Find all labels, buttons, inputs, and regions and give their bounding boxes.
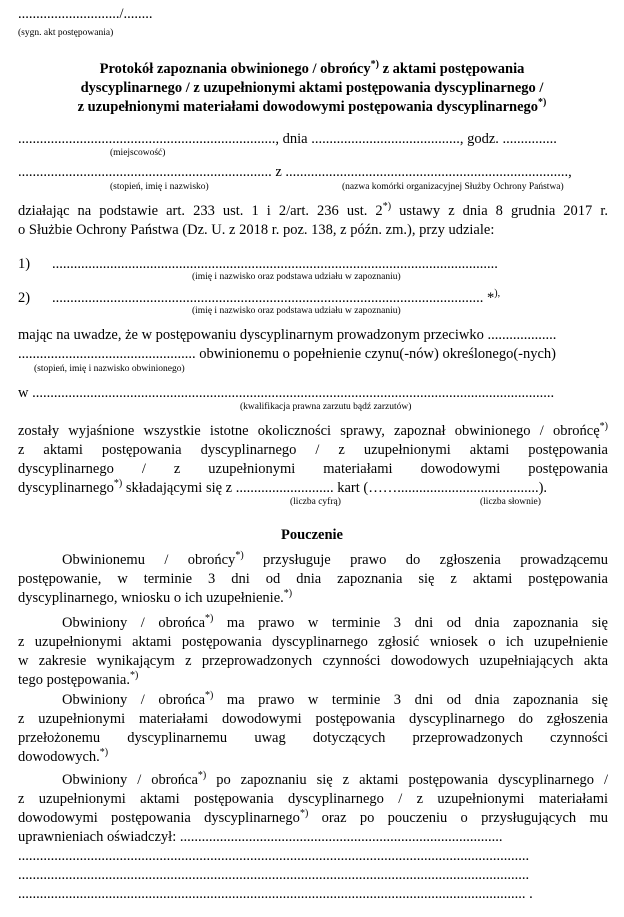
proceedings-line7-text-b: składającymi się z ........................... kart (…….......................................). [122,480,548,496]
instruction-p2-line-3: w zakresie wynikającym z przeprowadzonych czynności dowodowych uzupełniających akta [18,653,608,669]
footnote-marker: *) [283,588,293,599]
p3-text-b: ma prawo w terminie 3 dni od dnia zapoznania się [213,692,608,708]
instruction-p3-line-2: z uzupełnionymi materiałami dowodowymi postępowania dyscyplinarnego do zgłoszenia [18,711,608,727]
footnote-marker: *) [99,747,109,758]
statement-dots-line-3: ............................................................................................................................................ . [18,886,533,902]
proceedings-line-5: z aktami postępowania dyscyplinarnego / z uzupełnionymi aktami postępowania [18,442,608,458]
document-title-line-1 [0,61,624,78]
rank-unit-line: ...................................................................... z .............................................................................., [18,164,572,180]
proceedings-line-3: w ................................................................................................................................................ [18,385,555,401]
legal-basis-line-2: o Służbie Ochrony Państwa (Dz. U. z 2018 r. poz. 138, z późn. zm.), przy udziale: [18,222,495,238]
charge-caption: (kwalifikacja prawna zarzutu bądź zarzutów) [240,402,412,412]
proceedings-line-7 [18,480,547,497]
p2-text-b: ma prawo w terminie 3 dni od dnia zapoznania się [213,615,608,631]
footnote-marker: *) [205,690,214,701]
proceedings-line4-text: zostały wyjaśnione wszystkie istotne okoliczności sprawy, zapoznał obwinionego / obrońcę [18,423,600,439]
footnote-marker: *) [129,670,139,681]
proceedings-line-1: mając na uwadze, że w postępowaniu dyscyplinarnym prowadzonym przeciwko ................... [18,327,557,343]
p3-text-a: Obwiniony / obrońca [62,692,206,708]
legal-basis-line-1 [18,203,608,220]
rank-caption: (stopień, imię i nazwisko) [110,182,209,192]
place-caption: (miejscowość) [110,148,166,158]
p3-text-d: dowodowych. [18,749,100,765]
participant-2-caption: (imię i nazwisko oraz podstawa udziału w zapoznaniu) [192,306,401,316]
instruction-p1-line-2: postępowanie, w terminie 3 dni od dnia zapoznania się z aktami postępowania [18,571,608,587]
statement-dots-line-1: ............................................................................................................................................. [18,848,530,864]
footnote-marker: *) [382,201,392,212]
instruction-p4-line-2: z uzupełnionymi aktami postępowania dyscyplinarnego / z uzupełnionymi materiałami [18,791,608,807]
proceedings-line-2: ................................................. obwinionemu o popełnienie czynu(-nów) określonego(-nych) [18,346,557,362]
title-line3-text: z uzupełnionymi materiałami dowodowymi postępowania dyscyplinarnego [77,99,539,115]
participant-2-dots: ....................................................................................................................... * [52,290,495,306]
participant-2-line [52,290,500,307]
footnote-marker: *) [299,808,309,819]
proceedings-line7-text-a: dyscyplinarnego [18,480,114,496]
p4-text-a: Obwiniony / obrońca [62,772,198,788]
title-line1-end: z aktami postępowania [378,61,525,77]
footnote-marker: *) [235,550,244,561]
instruction-p3-line-4 [18,749,108,766]
document-title-line-3 [0,99,624,116]
footnote-marker: ), [494,288,501,299]
footnote-marker: *) [538,97,547,108]
p1-text-a: Obwinionemu / obrońcy [62,552,236,568]
unit-caption: (nazwa komórki organizacyjnej Służby Ochrony Państwa) [342,182,564,192]
p4-text-d: oraz po pouczeniu o przysługujących mu [308,810,608,826]
participant-1-caption: (imię i nazwisko oraz podstawa udziału w zapoznaniu) [192,272,401,282]
p4-text-c: dowodowymi postępowania dyscyplinarnego [18,810,300,826]
footnote-marker: *) [205,613,214,624]
footnote-marker: *) [197,770,207,781]
instruction-p2-line-4 [18,672,138,689]
participant-1-dots: ........................................................................................................................... [52,256,498,272]
accused-caption: (stopień, imię i nazwisko obwinionego) [34,364,185,374]
proceedings-line-4 [18,423,608,440]
instruction-p2-line-1 [62,615,608,632]
basis-text-b: ustawy z dnia 8 grudnia 2017 r. [391,203,608,219]
participant-2-number: 2) [18,290,31,306]
instruction-p3-line-3: przełożonemu dyscyplinarnemu uwag dotyczących przeprowadzonych czynności [18,730,608,746]
instruction-p4-line-1 [62,772,608,789]
footnote-marker: *) [113,478,123,489]
p1-text-b: przysługuje prawo do zgłoszenia prowadzącemu [243,552,608,568]
footnote-marker: *) [370,59,379,70]
participant-1-number: 1) [18,256,31,272]
case-number-caption: (sygn. akt postępowania) [18,28,114,38]
instruction-p4-line-3 [18,810,608,827]
footnote-marker: *) [599,421,608,432]
basis-text-a: działając na podstawie art. 233 ust. 1 i 2/art. 236 ust. 2 [18,203,383,219]
proceedings-line-6: dyscyplinarnego / z uzupełnionymi materiałami dowodowymi postępowania [18,461,608,477]
document-title-line-2: dyscyplinarnego / z uzupełnionymi aktami postępowania dyscyplinarnego / [80,80,544,96]
instruction-p4-line-4: uprawnieniach oświadczył: ......................................................................................... [18,829,503,845]
instruction-heading: Pouczenie [280,527,343,543]
p2-text-d: tego postępowania. [18,672,130,688]
participant-1-line [52,256,498,273]
instruction-p1-line-1 [62,552,608,569]
p4-text-b: po zapoznaniu się z aktami postępowania dyscyplinarnego / [206,772,608,788]
case-number-line: ............................/........ [18,6,153,22]
instruction-p3-line-1 [62,692,608,709]
instruction-p1-line-3 [18,590,292,607]
count-words-caption: (liczba słownie) [480,497,541,507]
title-line1-text: Protokół zapoznania obwinionego / obrońcy [99,61,371,77]
place-date-line: ......................................................................., dnia ........................................., godz. ............... [18,131,557,147]
count-digits-caption: (liczba cyfrą) [290,497,341,507]
statement-dots-line-2: ............................................................................................................................................. [18,867,530,883]
instruction-p2-line-2: z uzupełnionymi aktami postępowania dyscyplinarnego zgłosić wniosek o ich uzupełnienie [18,634,608,650]
p1-text-c: dyscyplinarnego, wniosku o ich uzupełnienie. [18,590,284,606]
p2-text-a: Obwiniony / obrońca [62,615,206,631]
